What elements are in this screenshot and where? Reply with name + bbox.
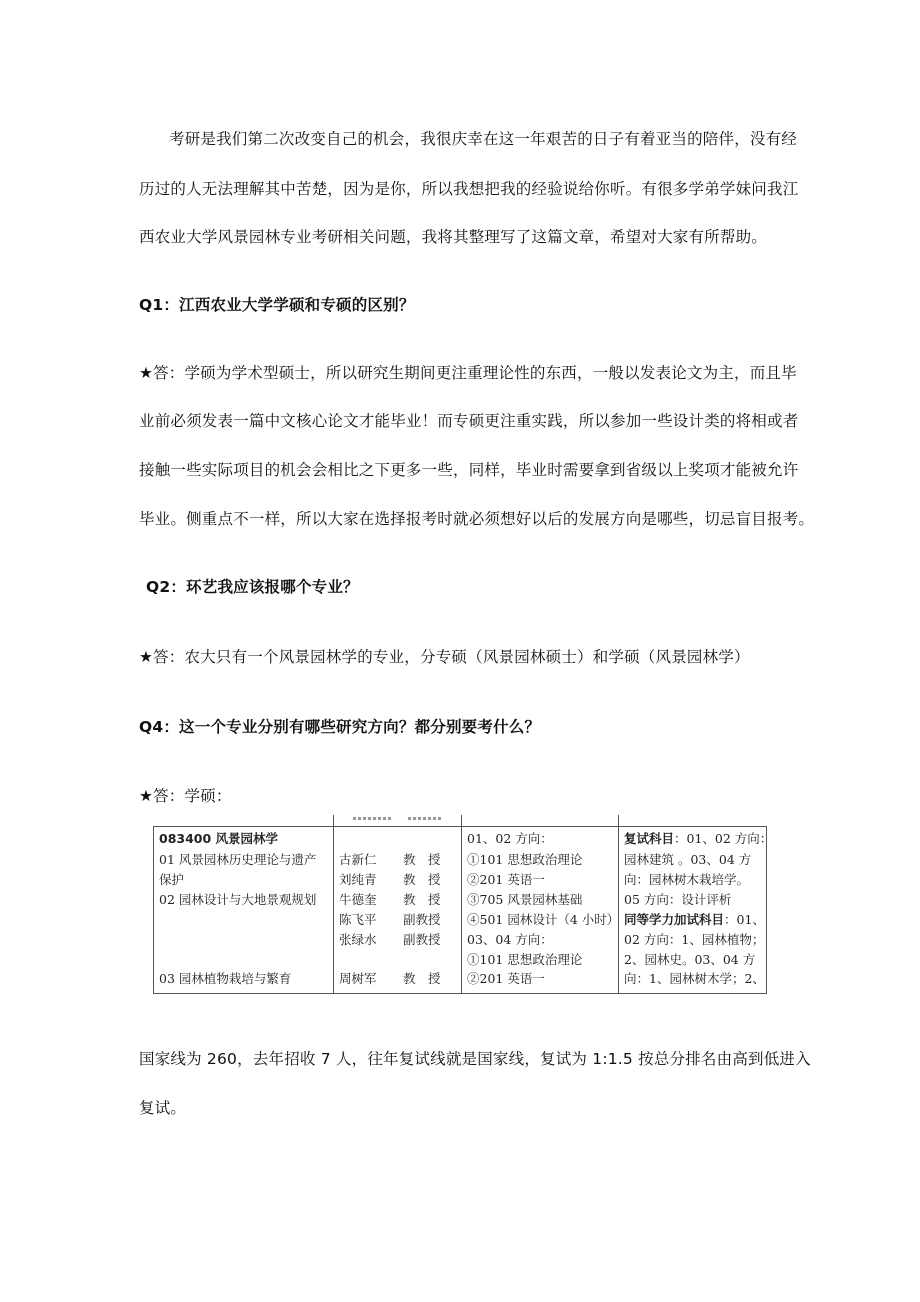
q1-heading: Q1：江西农业大学学硕和专硕的区别？ <box>139 296 415 314</box>
table-divider-2 <box>461 815 462 993</box>
table-cell <box>624 910 765 930</box>
table-cell: 01、02 方向： <box>467 831 553 846</box>
table-cell: 园林建筑 。03、04 方 <box>624 852 752 867</box>
q1-answer-line-1: ★答：学硕为学术型硕士，所以研究生期间更注重理论性的东西，一般以发表论文为主，而且毕 <box>139 364 797 382</box>
table-cell: 083400 风景园林学 <box>159 831 279 846</box>
table-cell: 03、04 方向： <box>467 932 553 947</box>
table-cell: 02 方向：1、园林植物； <box>624 932 765 947</box>
table-cell: ③705 风景园林基础 <box>467 892 583 907</box>
conclusion-line-2: 复试。 <box>139 1099 187 1117</box>
table-cell <box>624 829 772 849</box>
program-table <box>153 815 773 993</box>
advisor-title: 教 授 <box>403 892 441 907</box>
conclusion-line-1: 国家线为 260，去年招收 7 人，往年复试线就是国家线，复试为 1:1.5 按总分排名由高到低进入 <box>139 1050 811 1068</box>
table-cell: 保护 <box>159 872 185 887</box>
advisor-name: 张绿水 <box>339 932 377 947</box>
table-cell: ④501 园林设计（4 小时） <box>467 912 620 927</box>
equivalent-exam-label: 同等学力加试科目 <box>624 912 725 927</box>
q4-answer: ★答：学硕： <box>139 787 232 805</box>
advisor-name: 古新仁 <box>339 852 377 867</box>
table-cell: 02 园林设计与大地景观规划 <box>159 892 317 907</box>
advisor-title: 教 授 <box>403 852 441 867</box>
table-cell: 01 风景园林历史理论与遗产 <box>159 852 317 867</box>
q1-answer-line-2: 业前必须发表一篇中文核心论文才能毕业！而专硕更注重实践，所以参加一些设计类的将相或者 <box>139 412 799 430</box>
advisor-title: 副教授 <box>403 932 441 947</box>
table-cell: 向：园林树木栽培学。 <box>624 872 750 887</box>
q2-answer: ★答：农大只有一个风景园林学的专业，分专硕（风景园林硕士）和学硕（风景园林学） <box>139 648 750 666</box>
intro-line-2: 历过的人无法理解其中苦楚，因为是你，所以我想把我的经验说给你听。有很多学弟学妹问我江 <box>139 180 799 198</box>
cropped-text-remnant <box>408 817 443 820</box>
table-cell: ①101 思想政治理论 <box>467 952 583 967</box>
table-cell-text: ：01、02 方向： <box>674 831 773 846</box>
intro-line-3: 西农业大学风景园林专业考研相关问题，我将其整理写了这篇文章，希望对大家有所帮助。 <box>139 228 768 246</box>
table-divider-3 <box>618 815 619 993</box>
table-divider-1 <box>333 815 334 993</box>
advisor-name: 刘纯青 <box>339 872 377 887</box>
table-cell: ②201 英语一 <box>467 971 545 986</box>
q2-heading: Q2：环艺我应该报哪个专业？ <box>146 578 359 596</box>
table-cell: ②201 英语一 <box>467 872 545 887</box>
advisor-name: 陈飞平 <box>339 912 377 927</box>
retest-label: 复试科目 <box>624 831 675 846</box>
table-cell: ①101 思想政治理论 <box>467 852 583 867</box>
table-cell: 2、园林史。03、04 方 <box>624 952 756 967</box>
q4-heading: Q4：这一个专业分别有哪些研究方向？都分别要考什么？ <box>139 718 541 736</box>
table-cell: 向：1、园林树木学；2、 <box>624 971 765 986</box>
advisor-name: 周树军 <box>339 971 377 986</box>
intro-line-1: 考研是我们第二次改变自己的机会，我很庆幸在这一年艰苦的日子有着亚当的陪伴，没有经 <box>169 130 798 148</box>
q1-answer-line-4: 毕业。侧重点不一样，所以大家在选择报考时就必须想好以后的发展方向是哪些，切忌盲目报考。 <box>139 510 815 528</box>
q1-answer-line-3: 接触一些实际项目的机会会相比之下更多一些，同样，毕业时需要拿到省级以上奖项才能被允许 <box>139 461 799 479</box>
advisor-title: 副教授 <box>403 912 441 927</box>
table-cell: 05 方向：设计评析 <box>624 892 732 907</box>
table-cell: 03 园林植物栽培与繁育 <box>159 971 292 986</box>
table-cell-text: ：01、 <box>724 912 765 927</box>
advisor-name: 牛德奎 <box>339 892 377 907</box>
advisor-title: 教 授 <box>403 872 441 887</box>
cropped-text-remnant <box>353 817 393 820</box>
advisor-title: 教 授 <box>403 971 441 986</box>
